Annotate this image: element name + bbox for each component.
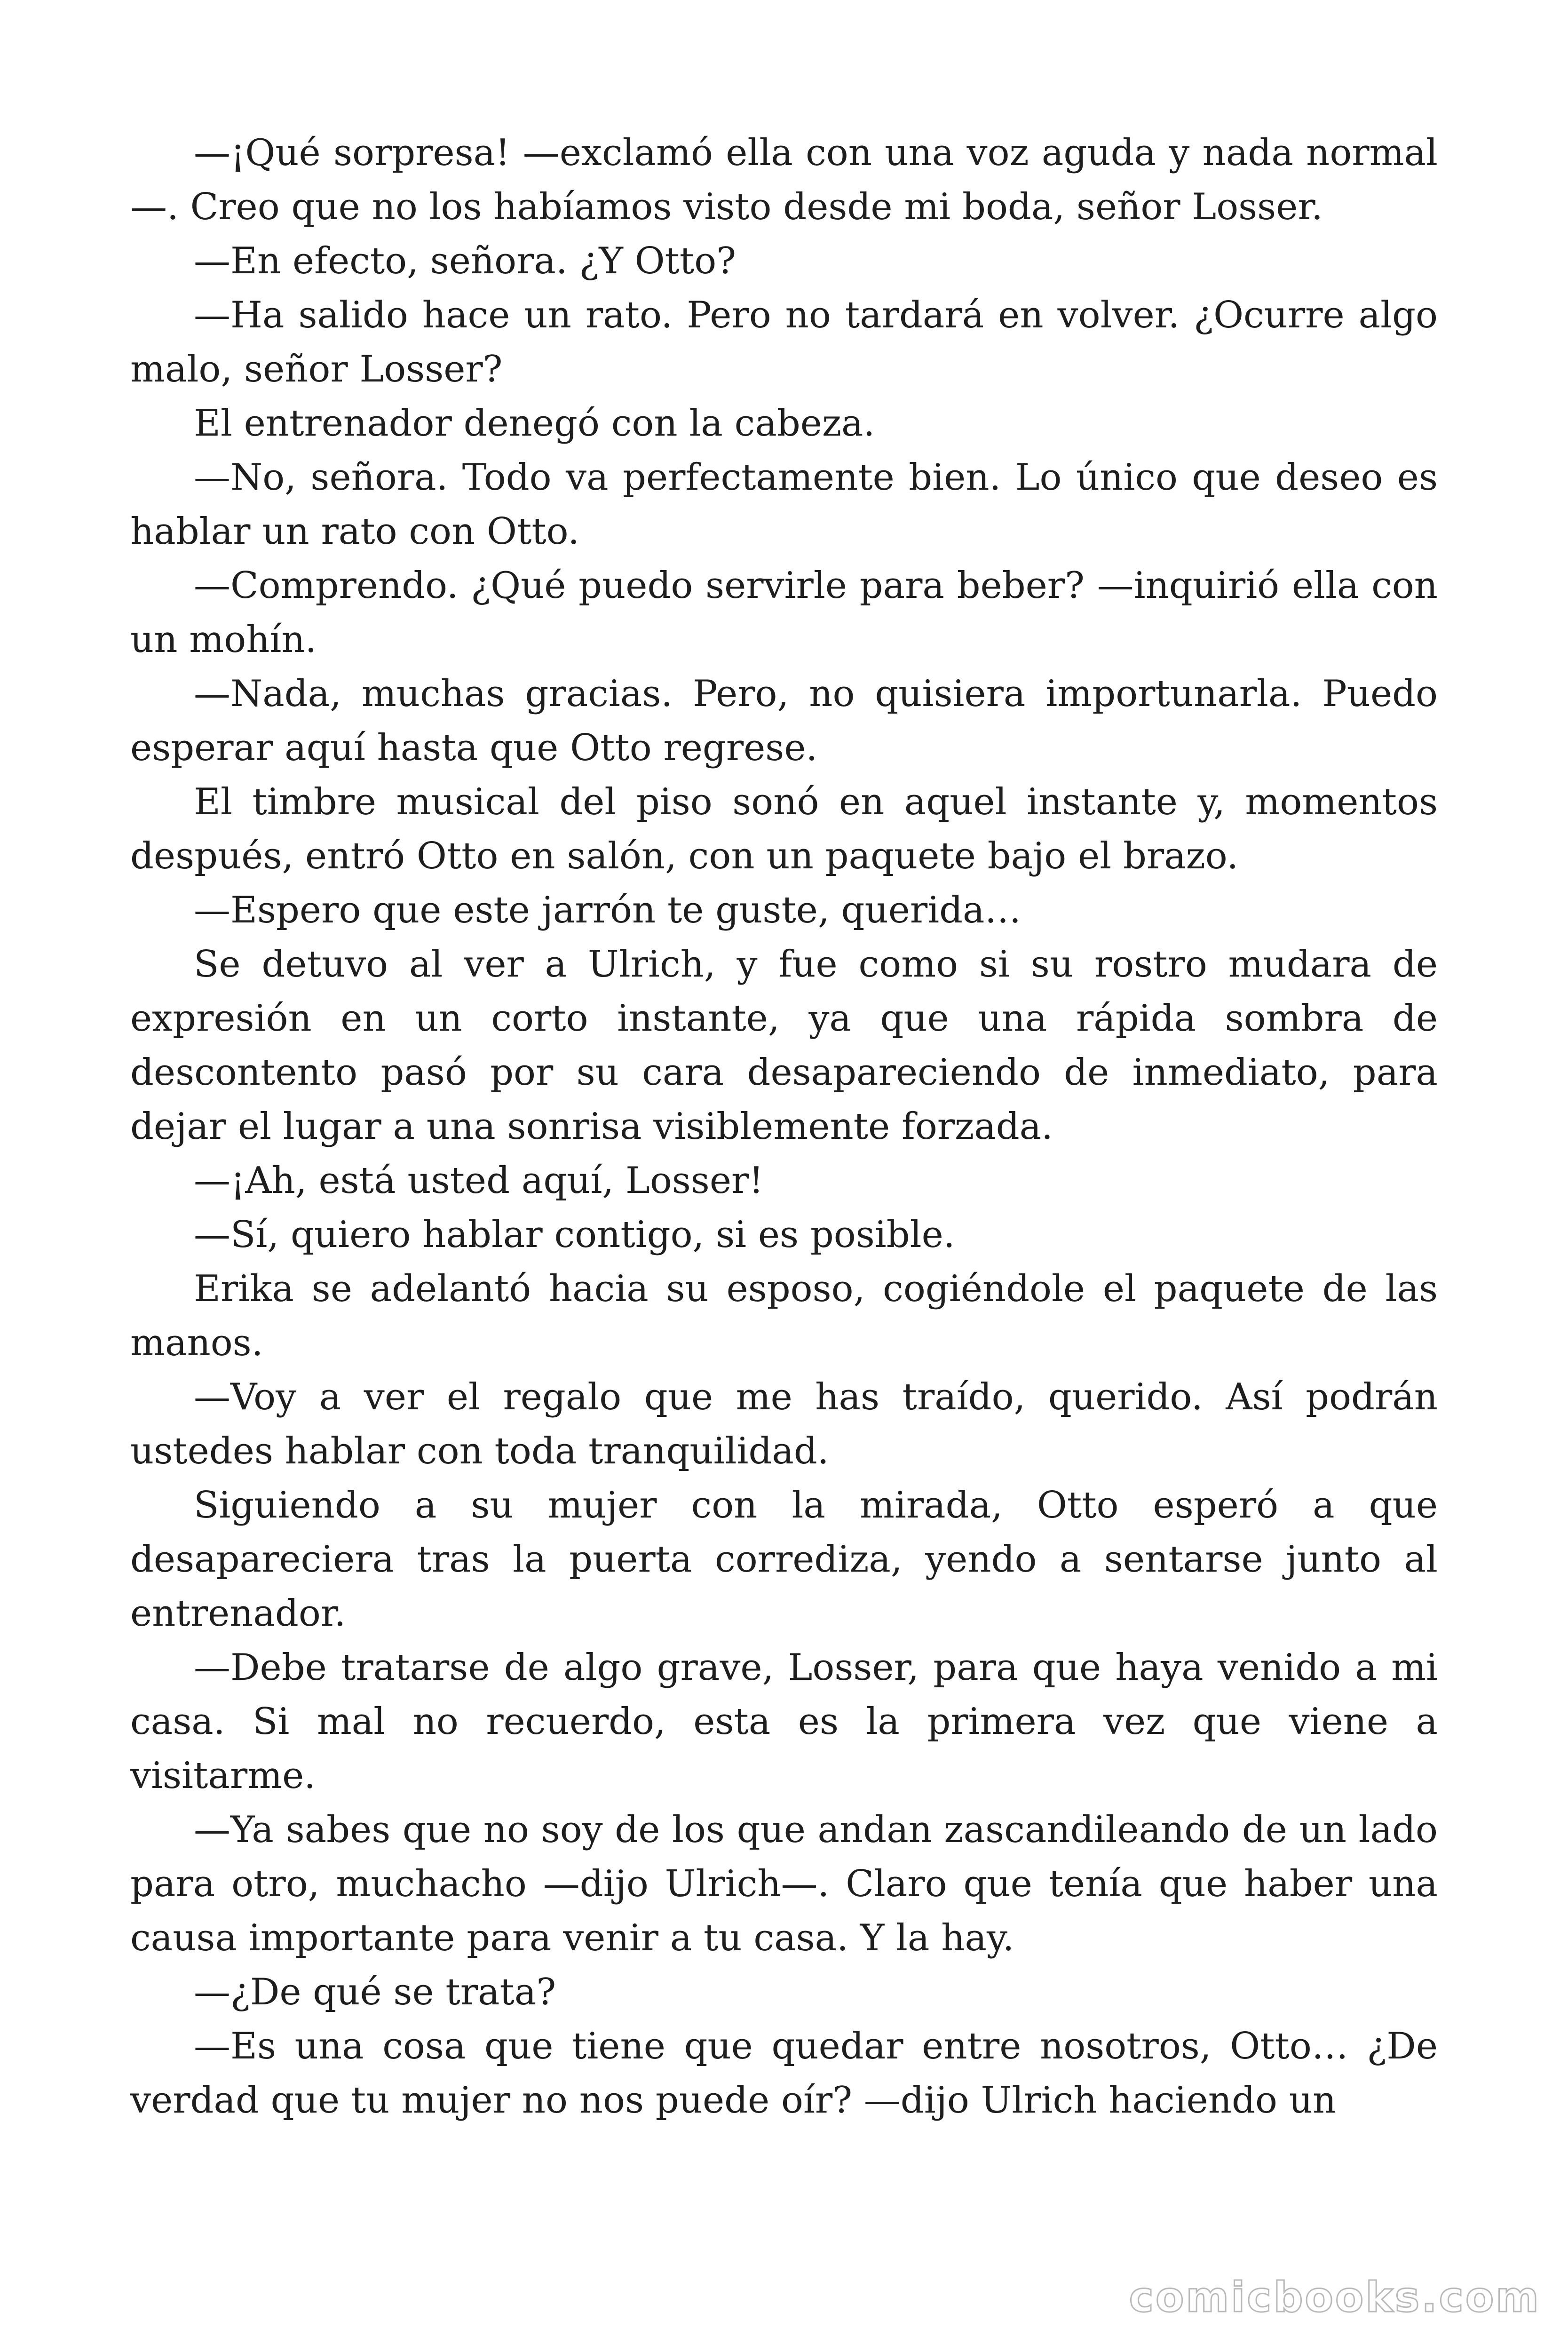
paragraph: Se detuvo al ver a Ulrich, y fue como si su rostro mudara de expresión en un corto instante, ya que una rápida sombra de descontento pasó por su cara desapareciendo de inmediato, para dejar el lugar a una sonrisa visiblemente forzada. (130, 943, 1438, 1148)
paragraph: El entrenador denegó con la cabeza. (194, 402, 875, 445)
paragraph: —No, señora. Todo va perfectamente bien. Lo único que deseo es hablar un rato con Otto. (130, 456, 1438, 553)
body-text (130, 126, 1438, 2128)
paragraph: —En efecto, señora. ¿Y Otto? (194, 240, 736, 282)
paragraph: Erika se adelantó hacia su esposo, cogiéndole el paquete de las manos. (130, 1268, 1438, 1364)
paragraph: —Debe tratarse de algo grave, Losser, para que haya venido a mi casa. Si mal no recuerdo, esta es la primera vez que viene a visitarme. (130, 1646, 1438, 1797)
paragraph: Siguiendo a su mujer con la mirada, Otto esperó a que desapareciera tras la puerta corrediza, yendo a sentarse junto al entrenador. (130, 1484, 1438, 1635)
paragraph: El timbre musical del piso sonó en aquel instante y, momentos después, entró Otto en salón, con un paquete bajo el brazo. (130, 781, 1438, 877)
paragraph: —Ya sabes que no soy de los que andan zascandileando de un lado para otro, muchacho —dijo Ulrich—. Claro que tenía que haber una causa importante para venir a tu casa. Y la hay. (130, 1809, 1438, 1959)
paragraph: —Sí, quiero hablar contigo, si es posible. (194, 1214, 955, 1256)
paragraph: —Nada, muchas gracias. Pero, no quisiera importunarla. Puedo esperar aquí hasta que Otto regrese. (130, 673, 1438, 769)
paragraph: —Voy a ver el regalo que me has traído, querido. Así podrán ustedes hablar con toda tranquilidad. (130, 1376, 1438, 1472)
paragraph: —Comprendo. ¿Qué puedo servirle para beber? —inquirió ella con un mohín. (130, 564, 1438, 661)
watermark: comicbooks.com (1129, 2273, 1541, 2321)
paragraph: —Es una cosa que tiene que quedar entre nosotros, Otto… ¿De verdad que tu mujer no nos puede oír? —dijo Ulrich haciendo un (130, 2025, 1438, 2122)
paragraph: —Espero que este jarrón te guste, querida… (194, 889, 1022, 931)
paragraph: —Ha salido hace un rato. Pero no tardará en volver. ¿Ocurre algo malo, señor Losser? (130, 294, 1438, 390)
paragraph: —¡Qué sorpresa! —exclamó ella con una voz aguda y nada normal—. Creo que no los habíamos visto desde mi boda, señor Losser. (130, 132, 1438, 228)
paragraph: —¡Ah, está usted aquí, Losser! (194, 1160, 764, 1202)
paragraph: —¿De qué se trata? (194, 1971, 556, 2013)
